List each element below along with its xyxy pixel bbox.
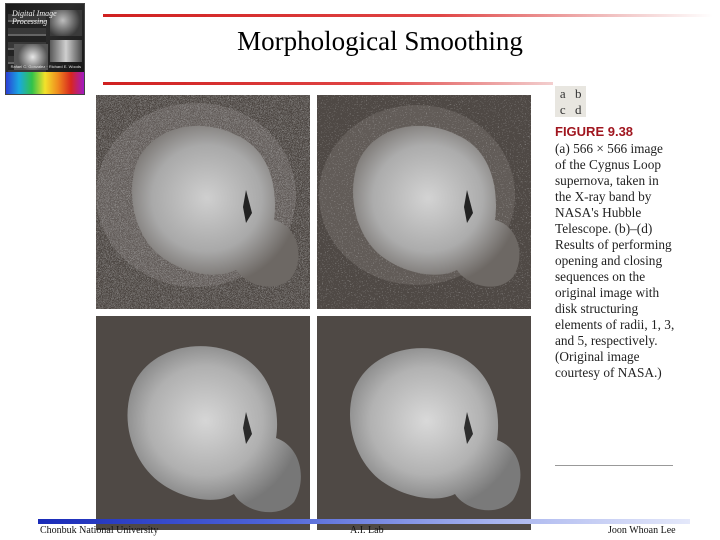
footer-university: Chonbuk National University bbox=[40, 525, 159, 536]
footer-lab: A.I. Lab bbox=[350, 525, 384, 536]
book-cover-authors: Rafael C. Gonzalez · Richard E. Woods bbox=[10, 64, 81, 69]
figure-panel-d bbox=[317, 316, 531, 530]
figure-panel-b bbox=[317, 95, 531, 309]
figure-panel-c bbox=[96, 316, 310, 530]
panel-layout-key bbox=[555, 86, 586, 117]
supernova-image-radius-1 bbox=[317, 95, 531, 309]
book-cover-title: Digital Image Processing bbox=[12, 9, 57, 26]
footer-bar bbox=[38, 519, 690, 524]
supernova-image-radius-5 bbox=[317, 316, 531, 530]
panel-key-a: a bbox=[559, 86, 566, 101]
supernova-image-radius-3 bbox=[96, 316, 310, 530]
book-cover-image bbox=[5, 3, 85, 95]
supernova-image-original bbox=[96, 95, 310, 309]
slide-title: Morphological Smoothing bbox=[237, 26, 523, 56]
figure-caption: (a) 566 × 566 image of the Cygnus Loop supernova, taken in the X-ray band by NASA's Hubble Telescope. (b)–(d) Results of performing opening and closing sequences on the original image with disk structuring elements of radii, 1, 3, and 5, respectively. (Original image courtesy of NASA.) bbox=[555, 141, 675, 380]
header-rule-top bbox=[103, 14, 713, 17]
header-rule-bottom bbox=[103, 82, 553, 85]
panel-key-d: d bbox=[575, 101, 582, 117]
footer-author: Joon Whoan Lee bbox=[608, 525, 676, 536]
figure-panel-a bbox=[96, 95, 310, 309]
panel-key-c: c bbox=[559, 101, 566, 117]
caption-divider bbox=[555, 465, 673, 466]
panel-key-b: b bbox=[575, 86, 582, 101]
figure-label: FIGURE 9.38 bbox=[555, 124, 634, 139]
